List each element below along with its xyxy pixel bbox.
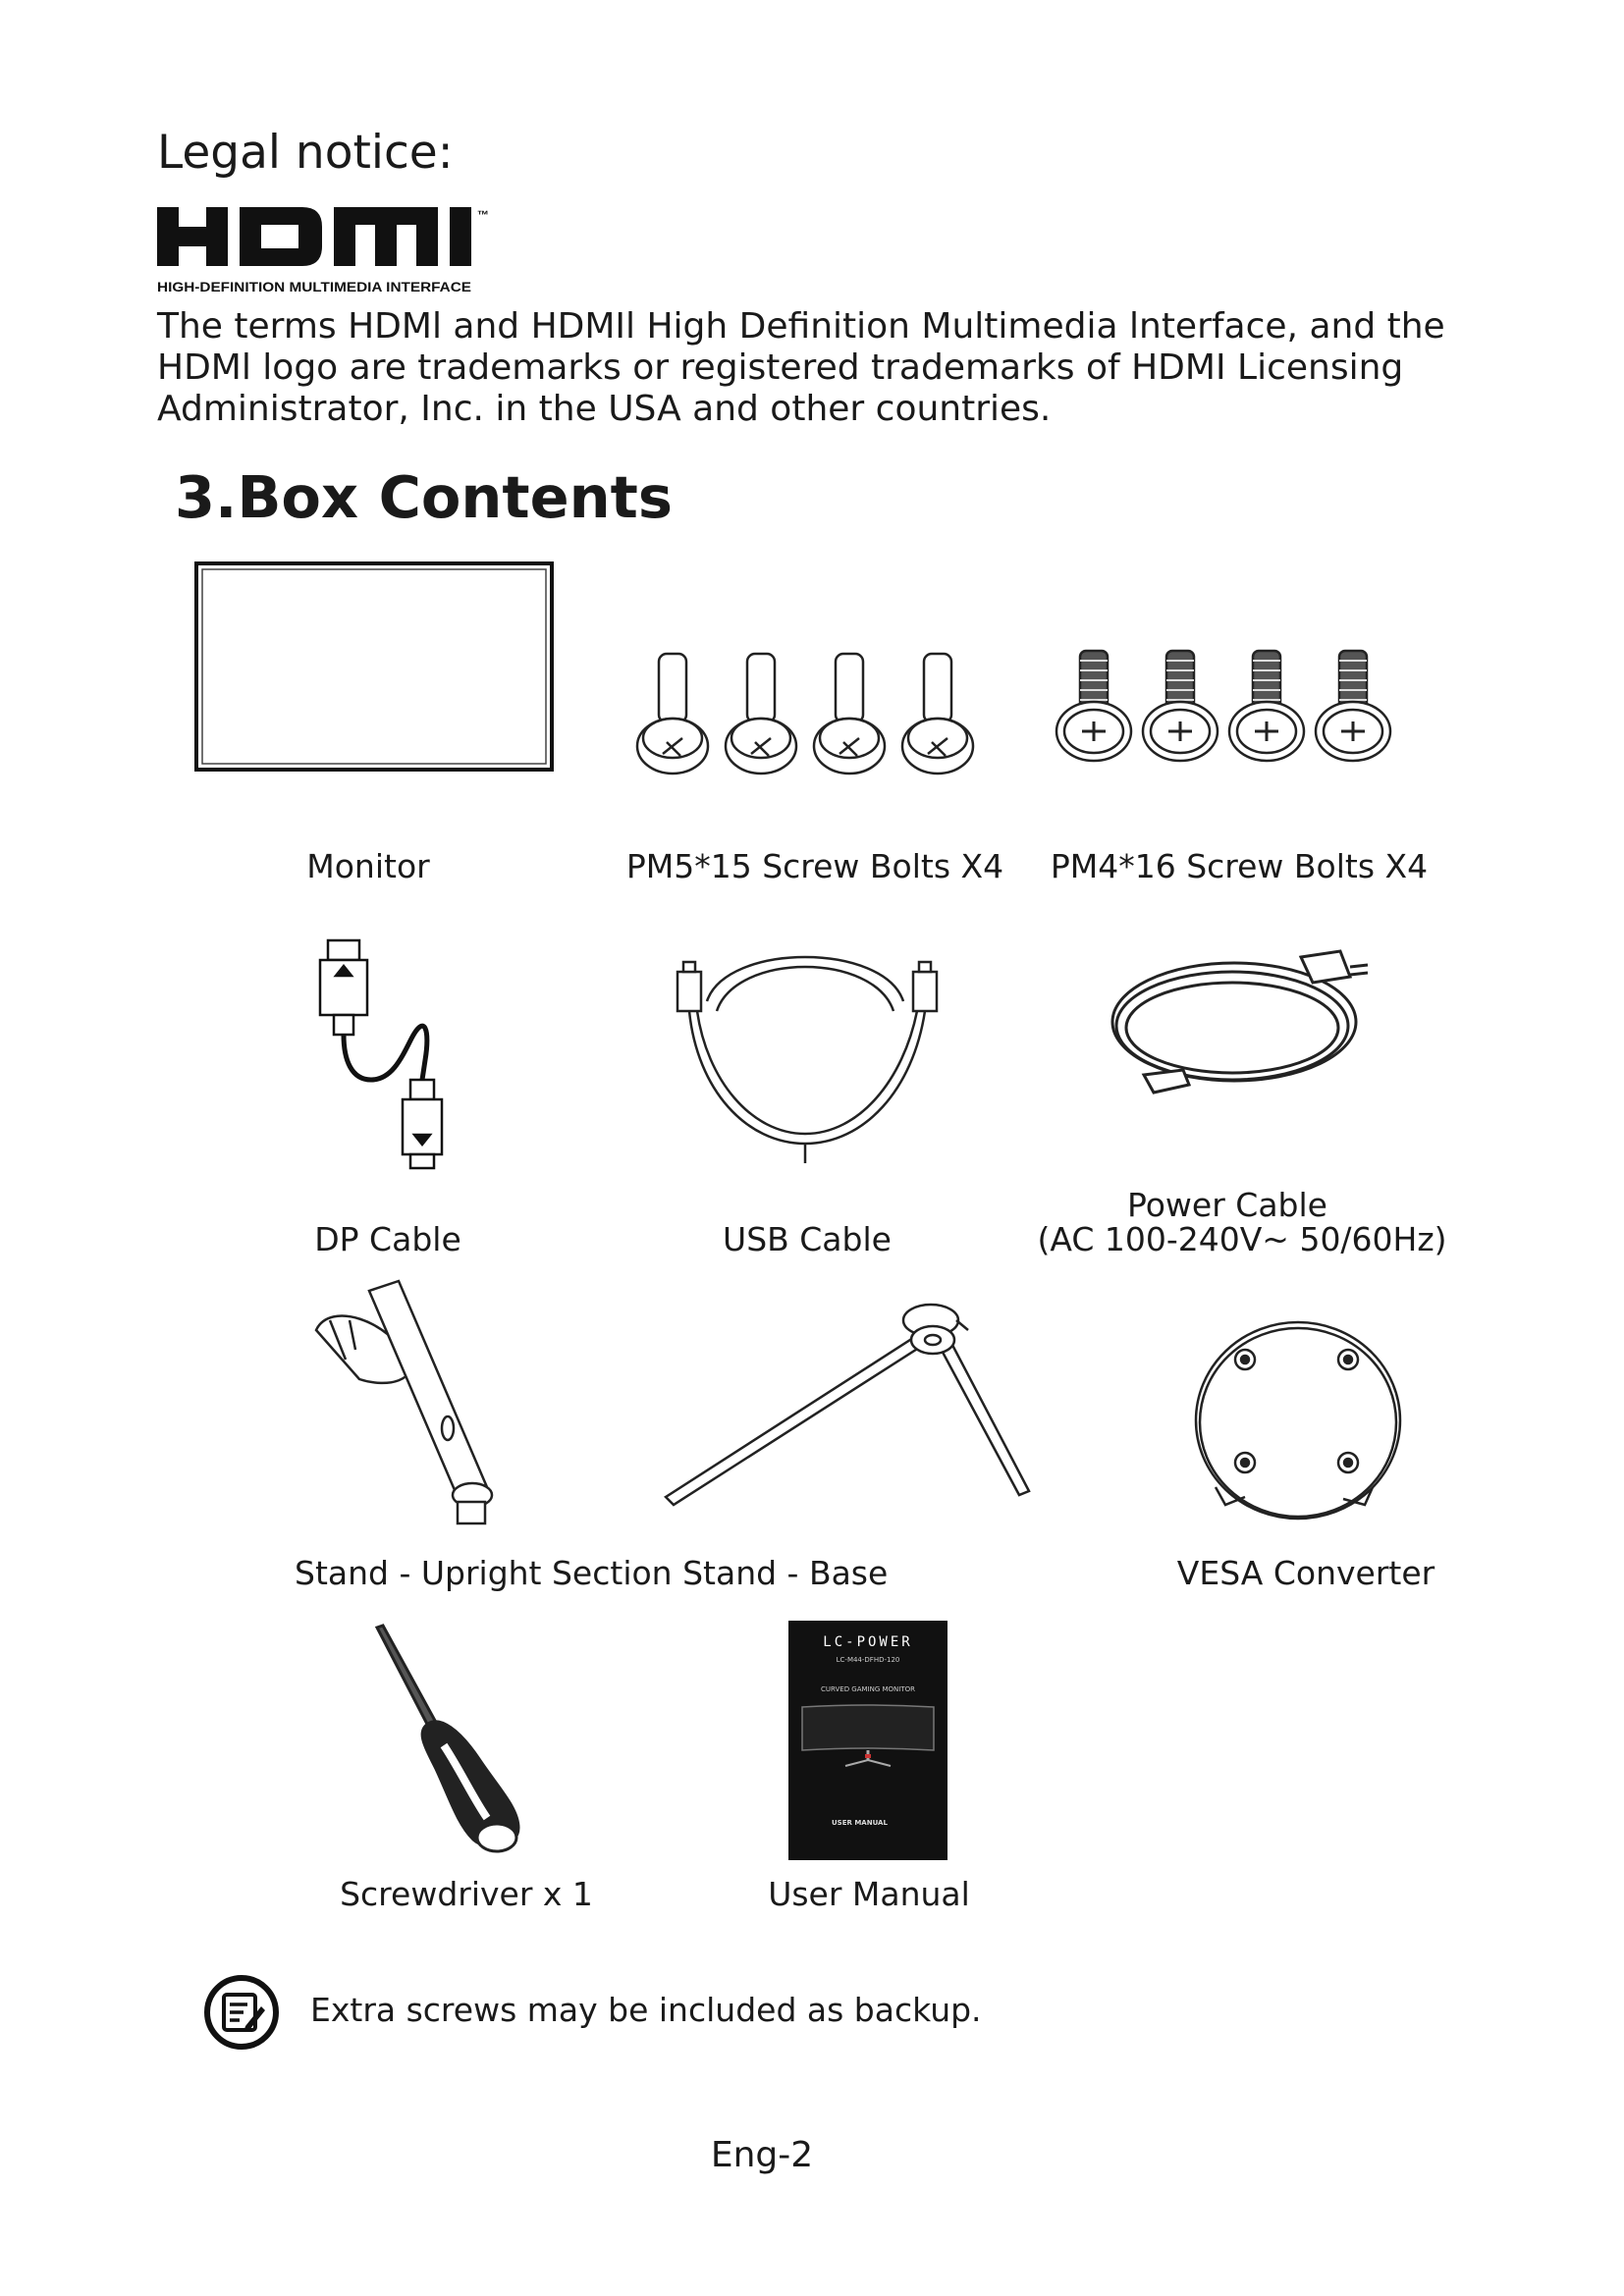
note-text: Extra screws may be included as backup. <box>310 1991 982 2029</box>
caption-monitor: Monitor <box>306 847 430 885</box>
caption-user-manual: User Manual <box>768 1875 970 1913</box>
usb-cable-illustration <box>668 933 943 1168</box>
manual-model: LC-M44-DFHD-120 <box>836 1656 900 1664</box>
caption-dp-cable: DP Cable <box>314 1220 461 1258</box>
page-number: Eng-2 <box>710 2135 814 2175</box>
dp-cable-illustration <box>312 933 440 1168</box>
pm4-screw-illustration <box>1051 643 1414 771</box>
caption-vesa-converter: VESA Converter <box>1176 1554 1435 1592</box>
caption-stand-upright-and-base: Stand - Upright Section Stand - Base <box>295 1554 889 1592</box>
screwdriver-illustration <box>371 1622 538 1857</box>
monitor-illustration <box>192 560 556 775</box>
power-cable-illustration <box>1105 937 1380 1104</box>
caption-power-cable-line2: (AC 100-240V~ 50/60Hz) <box>1037 1220 1447 1258</box>
pm5-screw-illustration <box>628 648 1001 785</box>
note-icon <box>202 1973 281 2052</box>
stand-upright-illustration <box>310 1281 546 1536</box>
stand-base-illustration <box>656 1301 1039 1507</box>
manual-brand: LC-POWER <box>823 1634 913 1650</box>
caption-pm5-screws: PM5*15 Screw Bolts X4 <box>625 847 1004 885</box>
hdmi-logo <box>155 201 548 299</box>
section-title: 3.Box Contents <box>175 463 673 531</box>
legal-notice-title: Legal notice: <box>157 126 454 180</box>
caption-pm4-screws: PM4*16 Screw Bolts X4 <box>1050 847 1429 885</box>
user-manual-cover <box>788 1621 947 1860</box>
manual-footer: USER MANUAL <box>832 1819 888 1827</box>
caption-screwdriver: Screwdriver x 1 <box>340 1875 593 1913</box>
caption-power-cable-line1: Power Cable <box>1127 1186 1327 1224</box>
manual-subtitle: CURVED GAMING MONITOR <box>820 1685 916 1693</box>
caption-usb-cable: USB Cable <box>723 1220 892 1258</box>
legal-paragraph: The terms HDMl and HDMIl High Definition Multimedia lnterface, and the HDMl logo are trademarks or registered trademarks of HDMI Licensing Administrator, Inc. in the USA and other countries. <box>157 306 1445 429</box>
hdmi-tm-mark: ™ <box>477 208 489 222</box>
vesa-converter-illustration <box>1186 1320 1412 1526</box>
manual-monitor-graphic <box>796 1703 940 1772</box>
hdmi-tagline: HIGH-DEFINITION MULTIMEDIA INTERFACE <box>157 280 471 294</box>
